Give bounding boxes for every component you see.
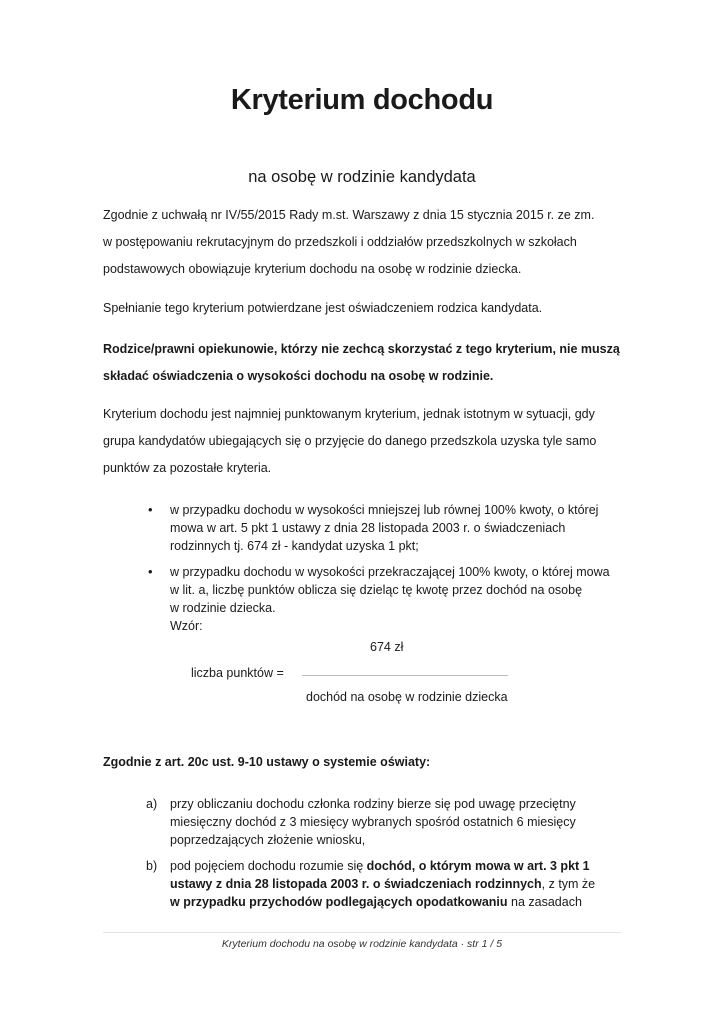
text-line xyxy=(170,875,616,893)
list-item xyxy=(146,501,626,555)
bullet-list xyxy=(146,501,626,635)
text-line: miesięczny dochód z 3 miesięcy wybranych spośród ostatnich 6 miesięcy xyxy=(170,815,576,829)
document-title: Kryterium dochodu xyxy=(230,84,494,116)
text-line: Zgodnie z uchwałą nr IV/55/2015 Rady m.st. Warszawy z dnia 15 stycznia 2015 r. ze zm. xyxy=(103,208,595,222)
bold-text-segment: ustawy z dnia 28 listopada 2003 r. o świadczeniach rodzinnych xyxy=(170,877,542,891)
text-segment: pod pojęciem dochodu rozumie się xyxy=(170,859,367,873)
formula-denominator: dochód na osobę w rodzinie dziecka xyxy=(306,690,508,704)
guardians-paragraph xyxy=(103,336,623,390)
page-footer: Kryterium dochodu na osobę w rodzinie kandydata · str 1 / 5 xyxy=(221,938,503,950)
text-line: podstawowych obowiązuje kryterium dochodu na osobę w rodzinie dziecka. xyxy=(103,262,522,276)
text-line: w lit. a, liczbę punktów oblicza się dzieląc tę kwotę przez dochód na osobę xyxy=(170,583,583,597)
text-line: punktów za pozostałe kryteria. xyxy=(103,461,272,475)
text-line: Spełnianie tego kryterium potwierdzane jest oświadczeniem rodzica kandydata. xyxy=(103,301,543,315)
list-item xyxy=(146,563,626,635)
text-line: Kryterium dochodu jest najmniej punktowanym kryterium, jednak istotnym w sytuacji, gdy xyxy=(103,407,595,421)
formula-label: liczba punktów = xyxy=(191,666,284,680)
text-segment: , z tym że xyxy=(541,877,596,891)
bullet-marker: • xyxy=(148,502,153,517)
text-line: w przypadku dochodu w wysokości mniejszej lub równej 100% kwoty, o której xyxy=(170,503,599,517)
document-subtitle: na osobę w rodzinie kandydata xyxy=(248,168,476,186)
text-line: składać oświadczenia o wysokości dochodu na osobę w rodzinie. xyxy=(103,369,494,383)
text-line: mowa w art. 5 pkt 1 ustawy z dnia 28 listopada 2003 r. o świadczeniach xyxy=(170,521,566,535)
lowest-criterion-paragraph xyxy=(103,401,623,482)
text-line: w postępowaniu rekrutacyjnym do przedszkoli i oddziałów przedszkolnych w szkołach xyxy=(103,235,577,249)
list-item xyxy=(146,857,616,911)
bold-text-segment: dochód, o którym mowa w art. 3 pkt 1 xyxy=(366,859,590,873)
text-line: Rodzice/prawni opiekunowie, którzy nie zechcą skorzystać z tego kryterium, nie muszą xyxy=(103,342,620,356)
text-line: w rodzinie dziecka. xyxy=(170,601,276,615)
footer-divider xyxy=(103,932,621,933)
list-item xyxy=(146,795,616,849)
law-heading xyxy=(103,749,623,776)
text-segment: na zasadach xyxy=(507,895,582,909)
text-line: w przypadku dochodu w wysokości przekraczającej 100% kwoty, o której mowa xyxy=(170,565,610,579)
text-line: poprzedzających złożenie wniosku, xyxy=(170,833,366,847)
intro-paragraph xyxy=(103,202,623,283)
text-line xyxy=(170,857,616,875)
text-line: rodzinnych tj. 674 zł - kandydat uzyska 1 pkt; xyxy=(170,539,419,553)
text-line: przy obliczaniu dochodu członka rodziny bierze się pod uwagę przeciętny xyxy=(170,797,576,811)
text-line: Wzór: xyxy=(170,619,203,633)
text-line: grupa kandydatów ubiegających się o przyjęcie do danego przedszkola uzyska tyle samo xyxy=(103,434,597,448)
list-marker: a) xyxy=(146,797,158,811)
text-line: Zgodnie z art. 20c ust. 9-10 ustawy o systemie oświaty: xyxy=(103,755,431,769)
fraction-line xyxy=(302,675,508,676)
bullet-marker: • xyxy=(148,564,153,579)
formula-numerator: 674 zł xyxy=(370,640,404,654)
lettered-list xyxy=(146,795,616,911)
text-line xyxy=(170,893,616,911)
bold-text-segment: w przypadku przychodów podlegających opodatkowaniu xyxy=(170,895,508,909)
confirm-paragraph xyxy=(103,295,623,322)
list-marker: b) xyxy=(146,859,158,873)
